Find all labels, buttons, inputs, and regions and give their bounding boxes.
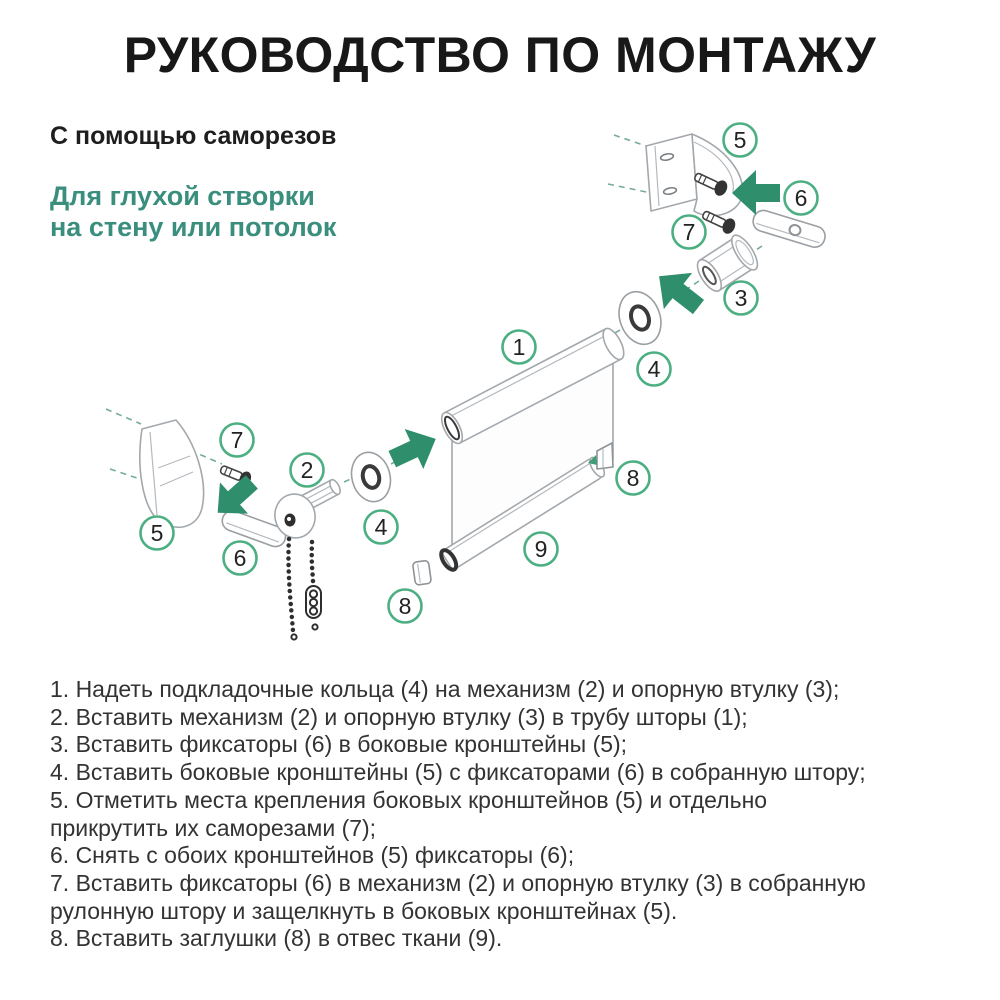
instruction-item	[50, 759, 990, 787]
part-badge-fixator-top	[785, 182, 818, 215]
part-badge-cap-left	[389, 590, 422, 623]
svg-text:6: 6	[233, 545, 247, 571]
part-badge-bracket-top	[724, 124, 757, 157]
method-subtitle: С помощью саморезов	[50, 122, 337, 150]
chain-mechanism	[271, 478, 342, 640]
part-badge-mechanism	[291, 454, 324, 487]
instruction-line: 2. Вставить механизм (2) и опорную втулку (3) в трубу шторы (1);	[50, 703, 748, 730]
instruction-item	[50, 787, 990, 842]
application-note-line1: Для глухой створки	[50, 181, 315, 211]
part-badge-ring-top	[638, 353, 671, 386]
instruction-line: 8. Вставить заглушки (8) в отвес ткани (9).	[50, 925, 503, 952]
ball-chain-right	[312, 542, 313, 582]
instruction-item	[50, 704, 990, 732]
instruction-line: прикрутить их саморезами (7);	[50, 814, 377, 841]
instruction-item	[50, 842, 990, 870]
svg-text:5: 5	[733, 127, 747, 153]
end-cap-left	[412, 560, 431, 585]
instruction-line: 6. Снять с обоих кронштейнов (5) фиксаторы (6);	[50, 842, 575, 869]
instruction-item	[50, 731, 990, 759]
part-badge-screw-top	[673, 216, 706, 249]
instruction-item	[50, 870, 990, 925]
ball-chain-left	[288, 539, 293, 631]
svg-text:5: 5	[150, 520, 164, 546]
part-badge-tube	[503, 331, 536, 364]
svg-text:2: 2	[300, 457, 314, 483]
instruction-line: 7. Вставить фиксаторы (6) в механизм (2) и опорную втулку (3) в собранную	[50, 869, 866, 896]
application-note-line2: на стену или потолок	[50, 212, 337, 242]
wall-bracket-left	[140, 420, 204, 527]
svg-text:8: 8	[398, 593, 412, 619]
part-badge-ring-left	[365, 511, 398, 544]
svg-text:4: 4	[647, 356, 661, 382]
svg-text:9: 9	[534, 536, 548, 562]
instruction-line: 1. Надеть подкладочные кольца (4) на механизм (2) и опорную втулку (3);	[50, 676, 840, 702]
instruction-item	[50, 925, 990, 953]
instruction-item	[50, 676, 990, 704]
part-badge-cap-right	[617, 462, 650, 495]
svg-text:4: 4	[374, 514, 388, 540]
instructions-list	[50, 676, 990, 953]
arrow-right-icon	[383, 419, 445, 479]
instruction-line: 3. Вставить фиксаторы (6) в боковые кронштейны (5);	[50, 731, 628, 758]
svg-text:7: 7	[230, 427, 244, 453]
page-title: РУКОВОДСТВО ПО МОНТАЖУ	[123, 27, 877, 83]
svg-text:3: 3	[734, 285, 748, 311]
svg-text:8: 8	[626, 465, 640, 491]
svg-text:1: 1	[512, 334, 526, 360]
part-badge-weight-bar	[525, 533, 558, 566]
part-badge-bracket-left	[141, 517, 174, 550]
part-badge-screw-left	[221, 424, 254, 457]
instruction-line: 5. Отметить места крепления боковых кронштейнов (5) и отдельно	[50, 786, 768, 813]
spacer-ring-left	[346, 448, 396, 506]
part-badge-bushing	[725, 282, 758, 315]
instruction-line: рулонную штору и защелкнуть в боковых кронштейнах (5).	[50, 897, 678, 924]
fixator-strip-top	[751, 208, 828, 250]
assembly-diagram	[0, 95, 1000, 670]
svg-text:7: 7	[682, 219, 696, 245]
part-badge-fixator-left	[224, 542, 257, 575]
instruction-line: 4. Вставить боковые кронштейны (5) с фиксаторами (6) в собранную штору;	[50, 759, 866, 786]
svg-text:6: 6	[794, 185, 808, 211]
